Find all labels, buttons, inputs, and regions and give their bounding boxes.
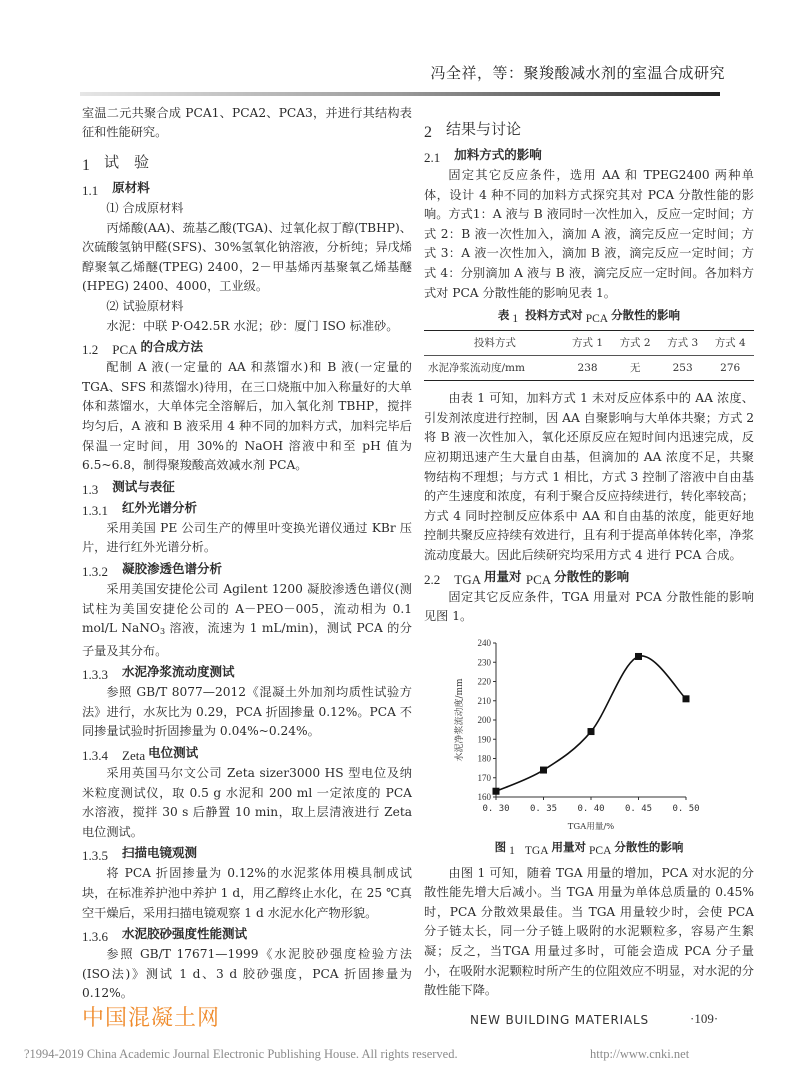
- caption-text: 分散性的影响: [614, 839, 684, 854]
- section-number: 2.2: [424, 571, 441, 587]
- series-markers: [493, 653, 690, 795]
- section-1-3-heading: [82, 477, 412, 497]
- section-1-2-heading: [82, 337, 412, 357]
- section-1-heading: [82, 151, 412, 174]
- section-title: 试 验: [104, 153, 150, 171]
- line-chart: [424, 631, 754, 837]
- table-cell: 水泥净浆流动度/mm: [428, 362, 525, 375]
- y-axis-label: 水泥净浆流动度/mm: [455, 678, 465, 762]
- y-tick-label: 170: [477, 772, 491, 783]
- caption-number: 1: [509, 844, 515, 857]
- text-run: 采用美国安捷伦公司 Agilent 1200 凝胶渗透色谱仪(测试柱为美国安捷伦公司的 A－PEO－005，流动相为 0.1 mol/L NaNO: [82, 581, 412, 636]
- section-title: 凝胶渗透色谱分析: [122, 560, 223, 576]
- section-title: 扫描电镜观测: [122, 845, 198, 861]
- section-latin: PCA: [112, 342, 138, 358]
- paragraph: [82, 580, 412, 661]
- section-2-1-heading: [424, 145, 754, 165]
- y-tick-label: 210: [477, 695, 491, 706]
- x-tick-label: 0. 40: [577, 803, 605, 814]
- section-title: 红外光谱分析: [122, 499, 198, 515]
- figure-1-chart: [424, 631, 754, 837]
- data-point: [588, 728, 595, 735]
- section-number: 1.2: [82, 342, 99, 358]
- left-column: [82, 104, 412, 1004]
- caption-text: 投料方式对: [525, 308, 583, 323]
- series-line: [496, 656, 686, 791]
- paragraph: 采用美国 PE 公司生产的傅里叶变换光谱仪通过 KBr 压片，进行红外光谱分析。: [82, 520, 412, 555]
- paragraph: 配制 A 液(一定量的 AA 和蒸馏水)和 B 液(一定量的 TGA、SFS 和蒸馏水)待用，在三口烧瓶中加入称量好的大单体和蒸馏水，大单体完全溶解后，加入氧化剂 TBHP，搅拌均匀后，A 液和 B 液采用 4 种不同的加料方式，加料完毕后保温一定时间，用 30%的 NaOH 溶液中和至 pH 值为6.5~6.8，制得聚羧酸高效减水剂 PCA。: [82, 360, 412, 473]
- section-title: 用量对: [483, 568, 522, 584]
- caption-latin: PCA: [589, 844, 612, 857]
- paragraph: 将 PCA 折固掺量为 0.12%的水泥浆体用模具制成试块，在标准养护池中养护 1 d，用乙醇终止水化，在 25 ℃真空干燥后，采用扫描电镜观察 1 d 水泥水化产物形貌。: [82, 866, 412, 920]
- paragraph: ⑴ 合成原材料: [106, 201, 184, 215]
- table-header: 方式 1: [572, 337, 604, 350]
- section-title: 加料方式的影响: [454, 147, 542, 162]
- table-row: [424, 356, 754, 381]
- paragraph: 水泥：中联 P·O42.5R 水泥；砂：厦门 ISO 标准砂。: [106, 318, 399, 333]
- section-1-3-4-heading: [82, 743, 412, 763]
- table-cell: 无: [629, 362, 641, 375]
- subscript: 3: [159, 627, 166, 637]
- table-cell: 276: [720, 362, 741, 375]
- section-number: 1.3: [82, 481, 99, 497]
- paragraph: 由表 1 可知，加料方式 1 未对反应体系中的 AA 浓度、引发剂浓度进行控制，因 AA 自聚影响与大单体共聚；方式 2 将 B 液一次性加入，氧化还原反应在短时间内迅速完成，反应初期迅速产生大量自由基，但滴加的 AA 浓度不足，共聚物结构不理想；与方式 1 相比，方式 3 控制了溶液中自由基的产生速度和浓度，有利于聚合反应持续进行，转化率较高；方式 4 同时控制反应体系中 AA 和自由基的浓度，能更好地控制共聚反应持续有效进行，且有利于提高单体转化率，净浆流动度最大。因此后续研究均采用方式 4 进行 PCA 合成。: [424, 391, 754, 562]
- page-number: ·109·: [690, 1011, 719, 1026]
- caption-number: 1: [512, 313, 519, 326]
- section-latin: Zeta: [122, 748, 146, 764]
- y-tick-label: 190: [477, 733, 491, 744]
- y-tick-label: 180: [477, 753, 491, 764]
- paragraph: 采用英国马尔文公司 Zeta sizer3000 HS 型电位及纳米粒度测试仪，取 0.5 g 水泥和 200 ml 一定浓度的 PCA 水溶液，搅拌 30 s 后静置 10 min，取上层清液进行 Zeta 电位测试。: [82, 766, 412, 839]
- x-tick-label: 0. 45: [624, 803, 653, 814]
- paragraph: 参照 GB/T 17671—1999《水泥胶砂强度检验方法(ISO法)》测试 1 d、3 d 胶砂强度，PCA 折固掺量为 0.12%。: [82, 947, 412, 1001]
- caption-text: 分散性的影响: [611, 308, 681, 323]
- section-1-3-5-heading: [82, 843, 412, 863]
- section-title: 测试与表征: [112, 478, 175, 494]
- caption-prefix: 图: [494, 839, 507, 854]
- x-axis-label: TGA用量/%: [567, 821, 615, 832]
- paragraph: 丙烯酸(AA)、巯基乙酸(TGA)、过氧化叔丁醇(TBHP)、次硫酸氢钠甲醛(SFS)、30%氢氧化钠溶液，分析纯；异戊烯醇聚氧乙烯醚(TPEG) 2400，2－甲基烯丙基聚氧乙烯基醚(HPEG) 2400、4000，工业级。: [82, 220, 412, 294]
- x-tick-label: 0. 35: [529, 803, 558, 814]
- caption-prefix: 表: [497, 308, 510, 323]
- y-tick-label: 220: [477, 676, 491, 687]
- section-title: 原材料: [112, 180, 150, 195]
- watermark-logo: 中国混凝土网: [82, 1006, 221, 1031]
- data-point: [493, 787, 500, 794]
- section-number: 1: [82, 157, 90, 174]
- x-tick-label: 0. 50: [672, 803, 700, 814]
- journal-name: NEW BUILDING MATERIALS: [470, 1013, 649, 1027]
- table-cell: 253: [672, 362, 693, 375]
- text-run: 溶液，流速为 1 mL/min)，测试 PCA 的分子量及其分布。: [82, 621, 412, 658]
- table-header: 投料方式: [473, 337, 516, 350]
- section-number: 1.3.3: [82, 667, 108, 683]
- y-tick-label: 240: [477, 637, 491, 648]
- y-tick-label: 160: [477, 791, 491, 802]
- data-point: [683, 695, 690, 702]
- right-column: [424, 116, 754, 1001]
- section-1-1-heading: [82, 178, 412, 198]
- caption-latin: TGA: [524, 844, 549, 857]
- section-title: 水泥胶砂强度性能测试: [122, 926, 248, 942]
- copyright-notice: ?1994-2019 China Academic Journal Electronic Publishing House. All rights reserved.: [24, 1047, 458, 1061]
- paragraph: 固定其它反应条件，选用 AA 和 TPEG2400 两种单体，设计 4 种不同的加料方式探究其对 PCA 分散性能的影响。方式1：A 液与 B 液同时一次性加入，反应一定时间；方式 2：B 液一次性加入，滴加 A 液，滴完反应一定时间；方式 3：A 液一次性加入，滴加 B 液，滴完反应一定时间；方式 4：分别滴加 A 液与 B 液，滴完反应一定时间。各加料方式对 PCA 分散性能的影响见表 1。: [424, 168, 754, 300]
- section-1-3-1-heading: [82, 498, 412, 518]
- table-header: 方式 4: [714, 337, 746, 350]
- table-1-caption: [424, 305, 754, 326]
- section-number: 1.3.6: [82, 929, 108, 945]
- section-latin: PCA: [525, 571, 552, 587]
- paragraph: ⑵ 试验原材料: [106, 298, 184, 313]
- section-number: 1.3.1: [82, 502, 108, 518]
- paragraph: 由图 1 可知，随着 TGA 用量的增加，PCA 对水泥的分散性能先增大后减小。当 TGA 用量为单体总质量的 0.45%时，PCA 分散效果最佳。当 TGA 用量较少时，会使 PCA 分子链太长，同一分子链上吸附的水泥颗粒多，容易产生絮凝；反之，当TGA 用量过多时，可能会造成 PCA 分子量小，在吸附水泥颗粒时所产生的位阻效应不明显，对水泥的分散性能下降。: [424, 865, 754, 998]
- running-title: 冯全祥，等：聚羧酸减水剂的室温合成研究: [430, 64, 725, 82]
- section-number: 1.1: [82, 183, 99, 198]
- y-tick-label: 230: [477, 656, 491, 667]
- table-cell: 238: [577, 362, 598, 375]
- section-1-3-2-heading: [82, 559, 412, 579]
- data-point: [635, 653, 642, 660]
- section-title: 分散性的影响: [554, 568, 630, 584]
- section-title: 结果与讨论: [446, 120, 522, 138]
- header-rule: [80, 92, 720, 96]
- chart-axes: [478, 638, 700, 814]
- y-tick-label: 200: [477, 714, 491, 725]
- section-1-3-3-heading: [82, 662, 412, 682]
- section-title: 水泥净浆流动度测试: [122, 664, 235, 680]
- table-header: 方式 3: [667, 337, 699, 350]
- intro-paragraph: 室温二元共聚合成 PCA1、PCA2、PCA3，并进行其结构表征和性能研究。: [82, 105, 412, 140]
- table-1: [424, 330, 754, 381]
- paragraph: 固定其它反应条件，TGA 用量对 PCA 分散性能的影响见图 1。: [424, 589, 754, 624]
- cnki-url: http://www.cnki.net: [590, 1047, 690, 1061]
- caption-text: 用量对: [551, 839, 587, 854]
- table-header: 方式 2: [619, 337, 651, 350]
- section-number: 2: [424, 124, 432, 141]
- caption-latin: PCA: [585, 313, 609, 326]
- section-number: 1.3.2: [82, 563, 108, 579]
- section-number: 1.3.4: [82, 748, 108, 764]
- section-2-heading: [424, 118, 754, 141]
- section-title: 电位测试: [148, 745, 199, 761]
- section-2-2-heading: [424, 567, 754, 587]
- figure-1-caption: [424, 837, 754, 858]
- table-header-row: [424, 331, 754, 356]
- section-1-3-6-heading: [82, 924, 412, 944]
- section-number: 2.1: [424, 150, 441, 165]
- paragraph: 参照 GB/T 8077—2012《混凝土外加剂均质性试验方法》进行，水灰比为 0.29，PCA 折固掺量 0.12%。PCA 不同掺量试验时折固掺量为 0.04%~0.24%。: [82, 685, 412, 739]
- x-tick-label: 0. 30: [482, 803, 510, 814]
- data-point: [540, 766, 547, 773]
- section-latin: TGA: [454, 571, 481, 587]
- section-title: 的合成方法: [140, 339, 204, 355]
- section-number: 1.3.5: [82, 848, 108, 864]
